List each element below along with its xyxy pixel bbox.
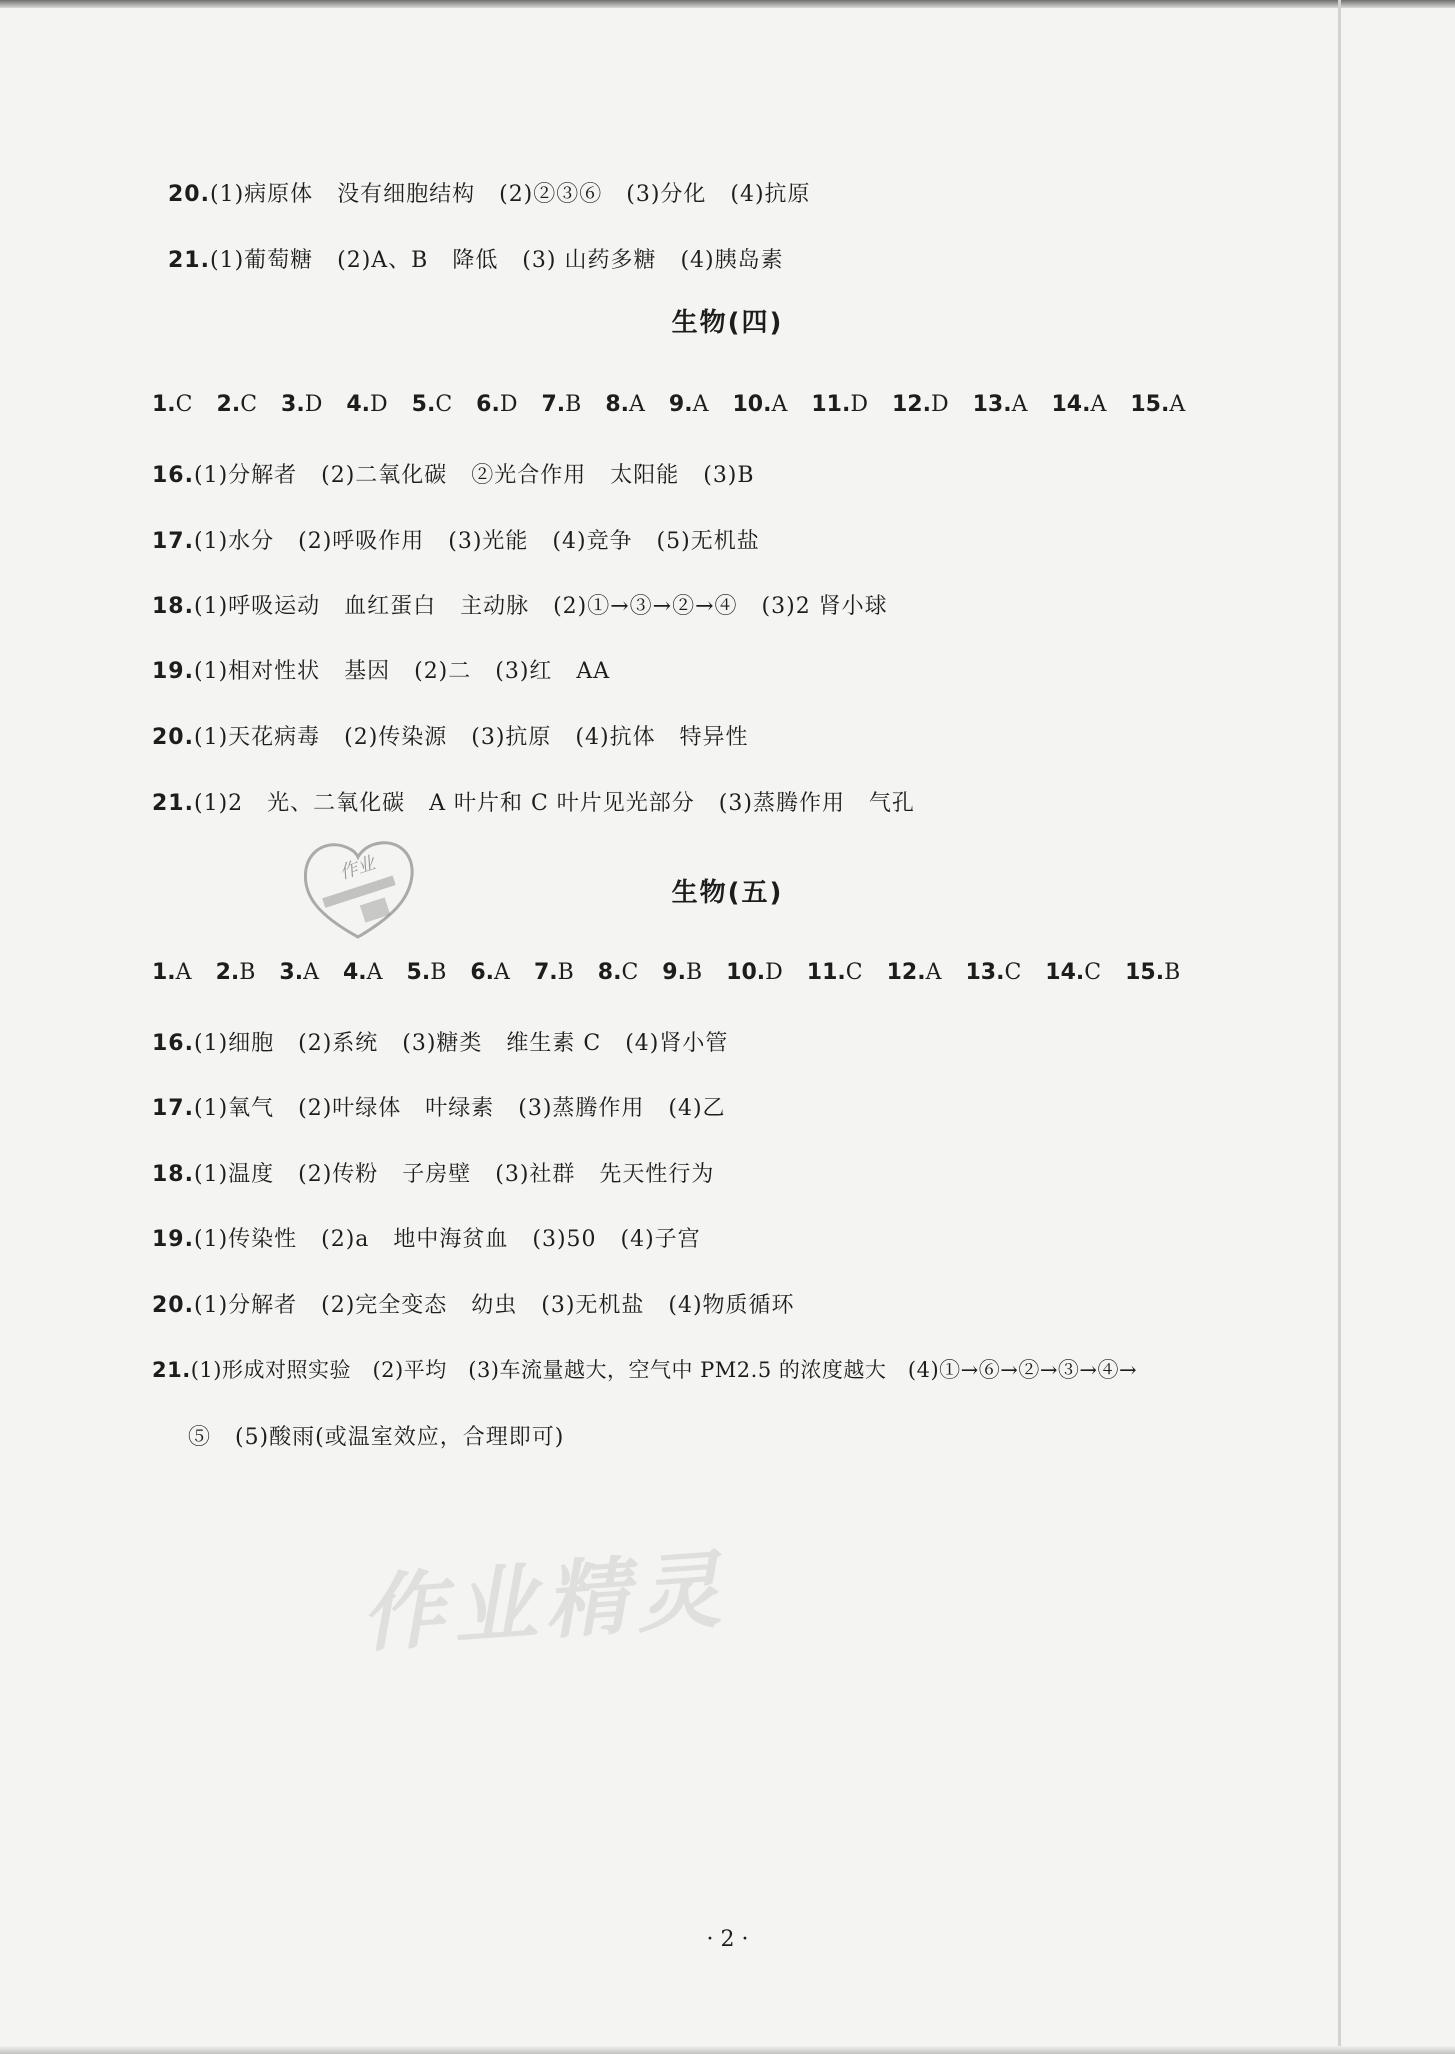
- choice-answer: C: [435, 392, 453, 417]
- answer-text: (1)天花病毒 (2)传染源 (3)抗原 (4)抗体 特异性: [193, 725, 749, 750]
- choice-answer: D: [304, 392, 323, 417]
- answer-line: [152, 654, 610, 685]
- choice-number: 2.: [215, 960, 240, 985]
- choice-number: 15.: [1125, 960, 1165, 985]
- answer-text: (1)温度 (2)传粉 子房壁 (3)社群 先天性行为: [193, 1162, 715, 1187]
- choice-answer: A: [925, 960, 942, 985]
- page-number: · 2 ·: [706, 1927, 749, 1952]
- choice-answer: A: [692, 392, 709, 417]
- choice-number: 7.: [541, 392, 566, 417]
- choice-answer: C: [845, 960, 863, 985]
- choice-answer: B: [430, 960, 447, 985]
- answer-text: (1)相对性状 基因 (2)二 (3)红 AA: [193, 659, 611, 684]
- answer-line: [152, 524, 760, 555]
- choice-item: [1045, 960, 1101, 985]
- choice-number: 11.: [806, 960, 846, 985]
- question-number: 18.: [152, 594, 194, 619]
- question-number: 16.: [152, 463, 194, 488]
- choice-number: 1.: [152, 960, 176, 985]
- question-number: 20.: [168, 182, 210, 207]
- choice-number: 14.: [1045, 960, 1085, 985]
- choice-answer: A: [629, 392, 645, 417]
- choice-item: [598, 960, 639, 985]
- question-number: 18.: [152, 1162, 194, 1187]
- choice-answer: B: [239, 960, 256, 985]
- choice-number: 9.: [668, 392, 693, 417]
- choice-item: [470, 960, 510, 985]
- choice-item: [279, 960, 319, 985]
- choice-number: 4.: [346, 392, 371, 417]
- question-number: 21.: [168, 248, 210, 273]
- choice-answer: A: [303, 960, 319, 985]
- choice-answer: C: [175, 392, 193, 417]
- answer-line: [152, 1026, 728, 1057]
- page-edge-top: [0, 0, 1455, 8]
- answer-text: (1)传染性 (2)a 地中海贫血 (3)50 (4)子宫: [193, 1227, 701, 1252]
- choice-item: [887, 960, 942, 985]
- choice-number: 9.: [662, 960, 686, 985]
- choice-answer: D: [499, 392, 518, 417]
- choice-answer: C: [621, 960, 639, 985]
- choice-item: [407, 960, 447, 985]
- answer-line: [152, 1091, 726, 1122]
- choice-number: 10.: [726, 960, 766, 985]
- choice-item: [965, 960, 1021, 985]
- choice-item: [476, 392, 517, 417]
- choice-item: [541, 392, 581, 417]
- choice-item: [811, 392, 868, 417]
- choice-number: 14.: [1051, 392, 1091, 417]
- choice-answers-4: [152, 392, 1209, 417]
- choice-number: 5.: [411, 392, 436, 417]
- answer-text: (1)呼吸运动 血红蛋白 主动脉 (2)①→③→②→④ (3)2 肾小球: [193, 594, 888, 619]
- question-number: 17.: [152, 1096, 194, 1121]
- choice-item: [217, 392, 258, 417]
- choice-item: [281, 392, 322, 417]
- choice-number: 12.: [891, 392, 931, 417]
- choice-answer: D: [765, 960, 783, 985]
- question-number: 20.: [152, 725, 194, 750]
- choice-answer: A: [494, 960, 510, 985]
- choice-number: 5.: [406, 960, 431, 985]
- choice-number: 3.: [279, 960, 304, 985]
- choice-item: [1051, 392, 1106, 417]
- choice-item: [726, 960, 783, 985]
- choice-item: [152, 392, 193, 417]
- choice-answer: C: [1084, 960, 1102, 985]
- choice-answer: B: [565, 392, 582, 417]
- choice-answer: D: [930, 392, 949, 417]
- question-number: 19.: [152, 1227, 194, 1252]
- answer-line: [152, 1354, 1137, 1384]
- answer-line: [152, 786, 915, 817]
- answer-line: [152, 218, 784, 274]
- choice-answer: C: [240, 392, 258, 417]
- answer-line: [152, 720, 749, 751]
- choice-number: 8.: [605, 392, 629, 417]
- choice-answers-5: [152, 960, 1204, 985]
- section-title-5: 生物(五): [671, 878, 784, 908]
- question-number: 17.: [152, 529, 194, 554]
- answer-text: (1)氧气 (2)叶绿体 叶绿素 (3)蒸腾作用 (4)乙: [193, 1096, 726, 1121]
- choice-answer: A: [366, 960, 383, 985]
- choice-item: [152, 960, 192, 985]
- choice-item: [534, 960, 574, 985]
- choice-item: [662, 960, 702, 985]
- choice-number: 6.: [470, 960, 495, 985]
- choice-item: [892, 392, 949, 417]
- answer-text: (1)葡萄糖 (2)A、B 降低 (3) 山药多糖 (4)胰岛素: [209, 248, 784, 273]
- answer-text: (1)水分 (2)呼吸作用 (3)光能 (4)竞争 (5)无机盐: [193, 529, 760, 554]
- answer-text: (1)细胞 (2)系统 (3)糖类 维生素 C (4)肾小管: [193, 1031, 729, 1056]
- choice-number: 11.: [811, 392, 851, 417]
- answer-continuation: ⑤ (5)酸雨(或温室效应，合理即可): [188, 1425, 565, 1450]
- answer-text: (1)病原体 没有细胞结构 (2)②③⑥ (3)分化 (4)抗原: [209, 182, 811, 207]
- choice-number: 15.: [1130, 392, 1170, 417]
- choice-answer: A: [1011, 392, 1028, 417]
- answer-line: [152, 1222, 701, 1253]
- choice-number: 2.: [216, 392, 241, 417]
- question-number: 19.: [152, 659, 194, 684]
- choice-answer: D: [370, 392, 388, 417]
- choice-number: 13.: [972, 392, 1012, 417]
- choice-number: 10.: [732, 392, 772, 417]
- choice-number: 12.: [886, 960, 926, 985]
- choice-item: [343, 960, 383, 985]
- question-number: 16.: [152, 1031, 194, 1056]
- choice-item: [1130, 392, 1185, 417]
- watermark: 作业精灵: [357, 1540, 732, 1664]
- choice-answer: D: [850, 392, 868, 417]
- question-number: 20.: [152, 1293, 194, 1318]
- answer-line: [152, 458, 755, 489]
- question-number: 21.: [152, 791, 194, 816]
- choice-item: [412, 392, 453, 417]
- section-title-4: 生物(四): [671, 308, 784, 338]
- choice-number: 13.: [965, 960, 1005, 985]
- answer-line: [152, 589, 888, 620]
- choice-answer: B: [685, 960, 703, 985]
- choice-number: 3.: [281, 392, 305, 417]
- choice-item: [973, 392, 1028, 417]
- answer-line: [152, 1157, 714, 1188]
- answer-line: [152, 152, 811, 208]
- question-number: 21.: [152, 1358, 191, 1382]
- answer-text: (1)形成对照实验 (2)平均 (3)车流量越大，空气中 PM2.5 的浓度越大 (4)①→⑥→②→③→④→: [190, 1358, 1138, 1382]
- choice-answer: B: [1164, 960, 1181, 985]
- answer-text: (1)分解者 (2)完全变态 幼虫 (3)无机盐 (4)物质循环: [193, 1293, 795, 1318]
- answer-text: (1)2 光、二氧化碳 A 叶片和 C 叶片见光部分 (3)蒸腾作用 气孔: [193, 791, 915, 816]
- choice-number: 8.: [597, 960, 622, 985]
- choice-item: [346, 392, 387, 417]
- answer-text: (1)分解者 (2)二氧化碳 ②光合作用 太阳能 (3)B: [193, 463, 755, 488]
- answer-line: [152, 1288, 795, 1319]
- page-edge-bottom: [0, 2046, 1455, 2054]
- choice-number: 6.: [476, 392, 500, 417]
- choice-answer: A: [175, 960, 192, 985]
- choice-answer: C: [1004, 960, 1022, 985]
- choice-answer: B: [557, 960, 574, 985]
- choice-item: [669, 392, 709, 417]
- choice-number: 4.: [342, 960, 367, 985]
- svg-text:作业: 作业: [337, 852, 378, 884]
- choice-item: [732, 392, 787, 417]
- choice-answer: A: [771, 392, 788, 417]
- choice-item: [1125, 960, 1180, 985]
- choice-number: 1.: [152, 392, 176, 417]
- choice-item: [605, 392, 645, 417]
- choice-item: [216, 960, 256, 985]
- choice-item: [807, 960, 863, 985]
- choice-answer: A: [1169, 392, 1186, 417]
- choice-number: 7.: [533, 960, 558, 985]
- choice-answer: A: [1090, 392, 1107, 417]
